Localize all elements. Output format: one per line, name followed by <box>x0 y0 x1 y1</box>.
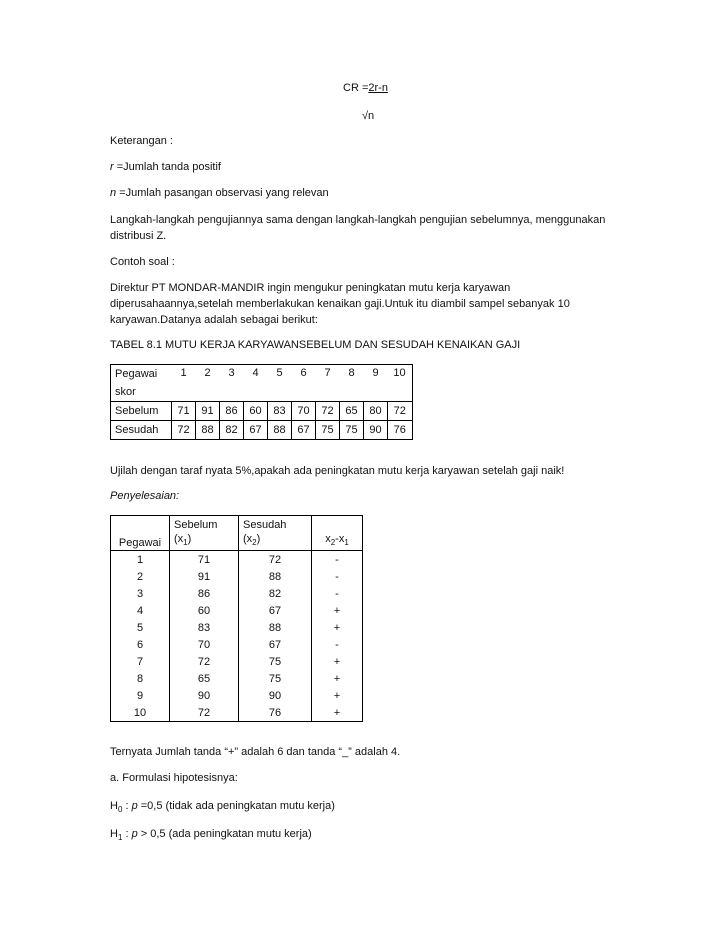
h0-text: =0,5 (tidak ada peningkatan mutu kerja) <box>137 800 335 812</box>
table2-cell-tanda: + <box>312 619 363 636</box>
table2-header-sebelum-var: (x <box>174 532 184 545</box>
table2-cell-tanda: + <box>312 687 363 704</box>
table1-title: TABEL 8.1 MUTU KERJA KARYAWANSEBELUM DAN SESUDAH KENAIKAN GAJI <box>110 339 521 351</box>
table2-cell-sesudah: 76 <box>239 704 312 722</box>
penyelesaian-heading: Penyelesaian: <box>110 490 180 502</box>
ternyata-text: Ternyata Jumlah tanda “+” adalah 6 dan tanda “_” adalah 4. <box>110 746 401 758</box>
table2-cell-pegawai: 3 <box>111 585 170 602</box>
table2-header-diff-x2: x <box>325 532 331 545</box>
table2-cell-sesudah: 82 <box>239 585 312 602</box>
formula-cr <box>343 82 388 94</box>
table1-cell: 76 <box>388 421 413 440</box>
table1-header-cell: 5 <box>276 367 283 379</box>
table2-cell-tanda: - <box>312 551 363 569</box>
table2-cell-sesudah: 88 <box>239 568 312 585</box>
table1-cell: 70 <box>292 402 316 421</box>
definition-r <box>110 161 221 173</box>
table1-row-sesudah <box>111 421 413 440</box>
table1-row-label: Sebelum <box>111 402 172 421</box>
table1-row-label: Sesudah <box>111 421 172 440</box>
table1-header-cell: 10 <box>393 367 406 379</box>
table-row <box>111 687 363 704</box>
table2-cell-pegawai: 7 <box>111 653 170 670</box>
table1-cell: 72 <box>172 421 196 440</box>
table2-cell-tanda: + <box>312 704 363 722</box>
paragraph-soal: Direktur PT MONDAR-MANDIR ingin mengukur peningkatan mutu kerja karyawan diperusahaannya,setelah memberlakukan kenaikan gaji.Untuk itu diambil sampel sebanyak 10 karyawan.Datanya adalah sebagai berikut: <box>110 282 570 326</box>
table1-header-cell: 2 <box>204 367 211 379</box>
table2-cell-sebelum: 72 <box>170 653 239 670</box>
table1-cell: 75 <box>340 421 364 440</box>
table2-header-pegawai: Pegawai <box>111 516 170 551</box>
table2-cell-sesudah: 88 <box>239 619 312 636</box>
table2-cell-pegawai: 10 <box>111 704 170 722</box>
question-text: Ujilah dengan taraf nyata 5%,apakah ada peningkatan mutu kerja karyawan setelah gaji naik! <box>110 465 565 477</box>
h1-index: 1 <box>117 833 123 843</box>
table-row <box>111 619 363 636</box>
h1-label: H <box>110 828 118 840</box>
table1-cell: 65 <box>340 402 364 421</box>
table2-header-sesudah-label: Sesudah <box>243 518 287 531</box>
table2-header-diff-x1: -x <box>335 532 345 545</box>
table1-cell: 67 <box>244 421 268 440</box>
table2-cell-pegawai: 8 <box>111 670 170 687</box>
table1-header-cell: 3 <box>228 367 235 379</box>
table2-header-sesudah-var: (x <box>243 532 253 545</box>
h0-sep: : <box>122 800 132 812</box>
table2-cell-pegawai: 9 <box>111 687 170 704</box>
contoh-soal-heading: Contoh soal : <box>110 256 175 268</box>
table1-cell: 88 <box>196 421 220 440</box>
table1-header-cell: 4 <box>252 367 259 379</box>
table2-cell-sesudah: 75 <box>239 653 312 670</box>
formulasi-heading: a. Formulasi hipotesisnya: <box>110 772 238 784</box>
paragraph-langkah: Langkah-langkah pengujiannya sama dengan langkah-langkah pengujian sebelumnya, menggunakan distribusi Z. <box>110 214 606 242</box>
definition-n <box>110 187 329 199</box>
hypothesis-h1 <box>110 828 312 842</box>
table1-cell: 88 <box>268 421 292 440</box>
table2-header-sebelum: Sebelum $(x_1)$ <box>170 516 239 551</box>
formula-numerator: 2r-n <box>368 82 388 94</box>
table2-cell-sebelum: 60 <box>170 602 239 619</box>
table2-cell-sebelum: 71 <box>170 551 239 569</box>
table2-cell-sebelum: 83 <box>170 619 239 636</box>
definition-n-text: =Jumlah pasangan observasi yang relevan <box>116 187 329 199</box>
definition-r-text: =Jumlah tanda positif <box>113 161 221 173</box>
table1-header-cell: 9 <box>372 367 379 379</box>
formula-lhs: CR = <box>343 82 369 94</box>
table1-cell: 90 <box>364 421 388 440</box>
table2-header-diff <box>312 516 363 551</box>
table-row <box>111 653 363 670</box>
table-row <box>111 602 363 619</box>
table2-cell-sebelum: 91 <box>170 568 239 585</box>
table1-cell: 82 <box>220 421 244 440</box>
table-row <box>111 568 363 585</box>
table-row <box>111 704 363 722</box>
table-row <box>111 585 363 602</box>
table1-cell: 72 <box>388 402 413 421</box>
table2-cell-tanda: - <box>312 636 363 653</box>
table1-cell: 60 <box>244 402 268 421</box>
table2-cell-pegawai: 6 <box>111 636 170 653</box>
table1-cell: 67 <box>292 421 316 440</box>
table-row <box>111 551 363 569</box>
table1-header-cell: 7 <box>324 367 331 379</box>
table2-cell-sesudah: 67 <box>239 602 312 619</box>
table2-cell-sebelum: 86 <box>170 585 239 602</box>
table1-cell: 75 <box>316 421 340 440</box>
hypothesis-h0 <box>110 800 335 814</box>
table2-header-diff-idx2: 2 <box>330 538 336 547</box>
table1-cell: 83 <box>268 402 292 421</box>
table2-cell-tanda: - <box>312 585 363 602</box>
keterangan-heading: Keterangan : <box>110 135 173 147</box>
h0-label: H <box>110 800 118 812</box>
table2-cell-pegawai: 4 <box>111 602 170 619</box>
table-row <box>111 636 363 653</box>
table-row <box>111 670 363 687</box>
table2-header-sesudah: Sesudah $(x_2)$ <box>239 516 312 551</box>
table2-header-row <box>111 516 363 551</box>
table2-cell-sesudah: 72 <box>239 551 312 569</box>
formula-denominator: √n <box>362 110 375 122</box>
table2-header-sebelum-label: Sebelum <box>174 518 218 531</box>
table2-cell-sebelum: 70 <box>170 636 239 653</box>
table2-cell-sesudah: 90 <box>239 687 312 704</box>
table1-header-cell: 8 <box>348 367 355 379</box>
table2-cell-sesudah: 75 <box>239 670 312 687</box>
symbol-n: n <box>110 187 117 199</box>
table2-cell-tanda: + <box>312 653 363 670</box>
table2-cell-pegawai: 5 <box>111 619 170 636</box>
table2-header-diff-idx1: 1 <box>344 538 349 547</box>
symbol-r: r <box>110 161 114 173</box>
table2-cell-pegawai: 2 <box>111 568 170 585</box>
table2-cell-pegawai: 1 <box>111 551 170 569</box>
table2-cell-tanda: + <box>312 602 363 619</box>
table2-cell-sebelum: 65 <box>170 670 239 687</box>
h0-p: p <box>131 800 138 812</box>
table1-row-sebelum <box>111 402 413 421</box>
table2-header-sebelum-index: 1 <box>183 538 188 547</box>
table2-cell-tanda: + <box>312 670 363 687</box>
table2-cell-sebelum: 72 <box>170 704 239 722</box>
table1-cell: 91 <box>196 402 220 421</box>
h1-sep: : <box>122 828 132 840</box>
h0-index: 0 <box>117 805 123 815</box>
table1-header-cell: 6 <box>300 367 307 379</box>
table-mutu-kerja <box>110 364 413 440</box>
table2-cell-sebelum: 90 <box>170 687 239 704</box>
table2-header-sesudah-index: 2 <box>252 538 257 547</box>
table1-cell: 71 <box>172 402 196 421</box>
table1-cell: 80 <box>364 402 388 421</box>
h1-text: > 0,5 (ada peningkatan mutu kerja) <box>137 828 312 840</box>
table2-cell-sesudah: 67 <box>239 636 312 653</box>
table1-header-cell: 1 <box>180 367 187 379</box>
table-tanda <box>110 515 363 722</box>
table1-header-label: Pegawai skor <box>115 368 158 398</box>
table2-cell-tanda: - <box>312 568 363 585</box>
table1-header-row <box>111 365 413 402</box>
table1-cell: 86 <box>220 402 244 421</box>
h1-p: p <box>131 828 138 840</box>
table1-cell: 72 <box>316 402 340 421</box>
